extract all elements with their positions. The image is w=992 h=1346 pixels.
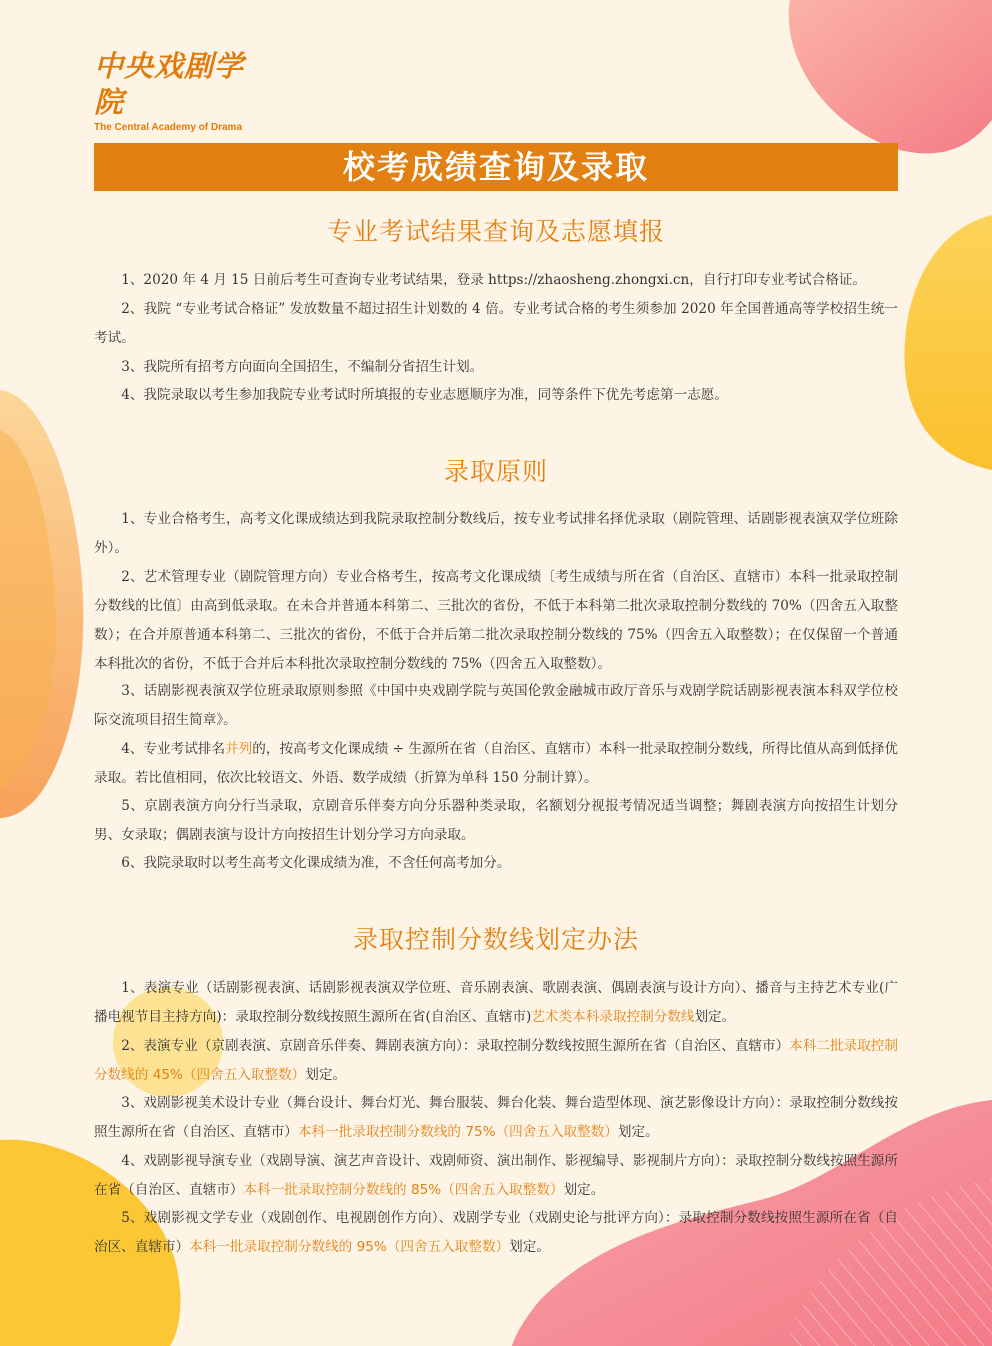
principle-item-6: 6、我院录取时以考生高考文化课成绩为准，不含任何高考加分。 bbox=[121, 855, 511, 871]
page-title-banner: 校考成绩查询及录取 bbox=[94, 143, 898, 191]
score-line-item-5: 5、戏剧影视文学专业（戏剧创作、电视剧创作方向）、戏剧学专业（戏剧史论与批评方向）：录取控制分数线按照生源所在省（自治区、直辖市）本科一批录取控制分数线的 95%（四舍五入取整数）划定。 bbox=[94, 1210, 898, 1255]
score-line-item-3: 3、戏剧影视美术设计专业（舞台设计、舞台灯光、舞台服装、舞台化装、舞台造型体现、演艺影像设计方向）：录取控制分数线按照生源所在省（自治区、直辖市）本科一批录取控制分数线的 75%（四舍五入取整数）划定。 bbox=[94, 1095, 898, 1140]
academy-logo bbox=[94, 48, 264, 133]
score-line-item-2-highlight: 本科二批录取控制分数线的 45%（四舍五入取整数） bbox=[94, 1038, 898, 1083]
principle-item-4-highlight: 并列 bbox=[225, 741, 253, 757]
score-line-item-4-highlight: 本科一批录取控制分数线的 85%（四舍五入取整数） bbox=[243, 1182, 564, 1198]
score-line-item-3-highlight: 本科一批录取控制分数线的 75%（四舍五入取整数） bbox=[297, 1124, 618, 1140]
score-line-item-4: 4、戏剧影视导演专业（戏剧导演、演艺声音设计、戏剧师资、演出制作、影视编导、影视制片方向）：录取控制分数线按照生源所在省（自治区、直辖市）本科一批录取控制分数线的 85%（四舍五入取整数）划定。 bbox=[94, 1153, 898, 1198]
principle-item-4-c: 的，按高考文化课成绩 ÷ 生源所在省（自治区、直辖市）本科一批录取控制分数线，所得比值从高到低择优录取。若比值相同，依次比较语文、外语、数学成绩（折算为单科 150 分制计算）。 bbox=[94, 741, 899, 786]
score-line-item-1-highlight: 艺术类本科录取控制分数线 bbox=[531, 1009, 695, 1025]
principle-item-4 bbox=[94, 735, 898, 793]
principle-item-3: 3、话剧影视表演双学位班录取原则参照《中国中央戏剧学院与英国伦敦金融城市政厅音乐与戏剧学院话剧影视表演本科双学位校际交流项目招生简章》。 bbox=[94, 683, 898, 728]
score-line-item-1: 1、表演专业（话剧影视表演、话剧影视表演双学位班、音乐剧表演、歌剧表演、偶剧表演与设计方向）、播音与主持艺术专业(广播电视节目主持方向)：录取控制分数线按照生源所在省(自治区、直辖市)艺术类本科录取控制分数线划定。 bbox=[94, 980, 898, 1025]
principle-item-1: 1、专业合格考生，高考文化课成绩达到我院录取控制分数线后，按专业考试排名择优录取（剧院管理、话剧影视表演双学位班除外）。 bbox=[94, 511, 898, 556]
section-title-results: 专业考试结果查询及志愿填报 bbox=[326, 217, 665, 246]
section-title-control-score-lines: 录取控制分数线划定办法 bbox=[352, 925, 639, 954]
principle-item-4-a: 4、专业考试排名 bbox=[121, 741, 226, 757]
principle-item-2: 2、艺术管理专业（剧院管理方向）专业合格考生，按高考文化课成绩〔考生成绩与所在省（自治区、直辖市）本科一批录取控制分数线的比值〕由高到低录取。在未合并普通本科第二、三批次的省份，不低于本科第二批次录取控制分数线的 70%（四舍五入取整数）；在合并原普通本科第二、三批次的省份，不低于合并后第二批次录取控制分数线的 75%（四舍五入取整数）；在仅保留一个普通本科批次的省份，不低于合并后本科批次录取控制分数线的 75%（四舍五入取整数）。 bbox=[94, 569, 898, 672]
logo-english: The Central Academy of Drama bbox=[94, 122, 243, 133]
logo-chinese: 中央戏剧学院 bbox=[94, 49, 245, 119]
results-item-2: 2、我院 “专业考试合格证” 发放数量不超过招生计划数的 4 倍。专业考试合格的考生须参加 2020 年全国普通高等学校招生统一考试。 bbox=[94, 301, 898, 346]
score-line-item-2: 2、表演专业（京剧表演、京剧音乐伴奏、舞剧表演方向）：录取控制分数线按照生源所在省（自治区、直辖市）本科二批录取控制分数线的 45%（四舍五入取整数）划定。 bbox=[94, 1038, 898, 1083]
principle-item-5: 5、京剧表演方向分行当录取，京剧音乐伴奏方向分乐器种类录取，名额划分视报考情况适当调整；舞剧表演方向按招生计划分男、女录取；偶剧表演与设计方向按招生计划分学习方向录取。 bbox=[94, 798, 898, 843]
results-item-1: 1、2020 年 4 月 15 日前后考生可查询专业考试结果，登录 https://zhaosheng.zhongxi.cn，自行打印专业考试合格证。 bbox=[121, 272, 867, 288]
score-line-item-5-highlight: 本科一批录取控制分数线的 95%（四舍五入取整数） bbox=[189, 1239, 510, 1255]
results-item-4: 4、我院录取以考生参加我院专业考试时所填报的专业志愿顺序为准，同等条件下优先考虑第一志愿。 bbox=[121, 387, 728, 403]
section-title-admission-principles: 录取原则 bbox=[443, 457, 548, 486]
results-item-3: 3、我院所有招考方向面向全国招生，不编制分省招生计划。 bbox=[121, 359, 484, 375]
